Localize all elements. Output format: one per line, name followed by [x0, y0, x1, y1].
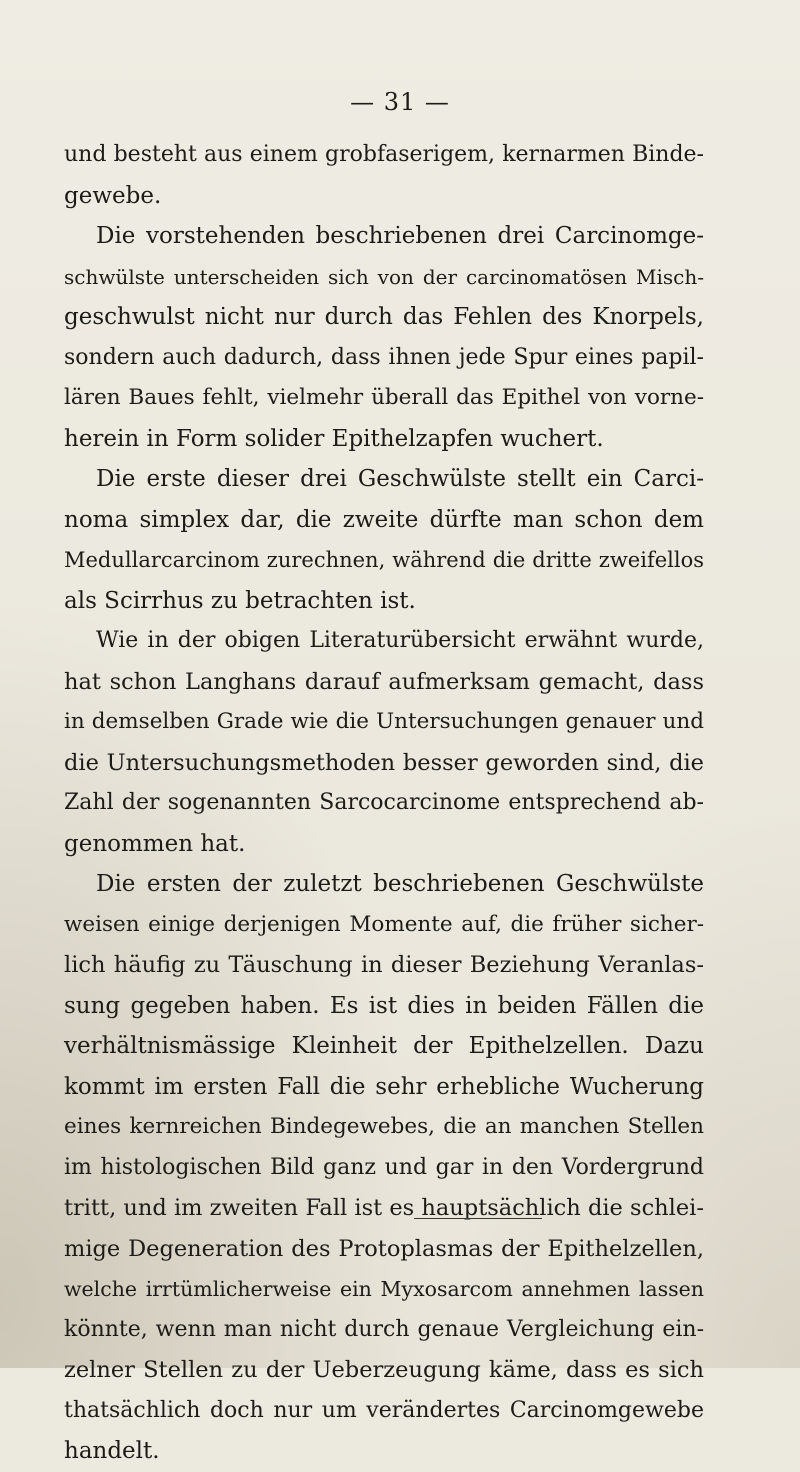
body-text	[64, 135, 704, 1472]
text-line: sung gegeben haben. Es ist dies in beiden Fällen die	[64, 992, 704, 1019]
text-line: genommen hat.	[64, 830, 246, 857]
text-line: schwülste unterscheiden sich von der carcinomatösen Misch-	[64, 264, 704, 289]
text-line: noma simplex dar, die zweite dürfte man schon dem	[64, 506, 704, 533]
text-line: Zahl der sogenannten Sarcocarcinome entsprechend ab-	[64, 790, 704, 815]
text-line: lich häufig zu Täuschung in dieser Beziehung Veranlas-	[64, 952, 704, 978]
text-line: gewebe.	[64, 182, 162, 209]
text-line: geschwulst nicht nur durch das Fehlen des Knorpels,	[64, 304, 704, 330]
text-line: herein in Form solider Epithelzapfen wuchert.	[64, 425, 604, 452]
text-line: Die erste dieser drei Geschwülste stellt ein Carci-	[96, 466, 704, 492]
text-line: thatsächlich doch nur um verändertes Carcinomgewebe	[64, 1397, 704, 1423]
footer-rule	[414, 1218, 542, 1219]
text-line: lären Baues fehlt, vielmehr überall das Epithel von vorne-	[64, 385, 704, 410]
text-line: und besteht aus einem grobfaserigem, kernarmen Binde-	[64, 142, 704, 167]
text-line: Wie in der obigen Literaturübersicht erwähnt wurde,	[96, 628, 704, 653]
text-line: Die ersten der zuletzt beschriebenen Geschwülste	[96, 871, 704, 897]
text-line: im histologischen Bild ganz und gar in den Vordergrund	[64, 1154, 704, 1180]
text-line: verhältnismässige Kleinheit der Epithelzellen. Dazu	[64, 1033, 704, 1059]
text-line: als Scirrhus zu betrachten ist.	[64, 587, 416, 614]
text-line: eines kernreichen Bindegewebes, die an manchen Stellen	[64, 1114, 704, 1139]
text-line: könnte, wenn man nicht durch genaue Vergleichung ein-	[64, 1316, 704, 1342]
text-line: mige Degeneration des Protoplasmas der Epithelzellen,	[64, 1235, 704, 1262]
text-line: Medullarcarcinom zurechnen, während die dritte zweifellos	[64, 548, 704, 572]
text-line: hat schon Langhans darauf aufmerksam gemacht, dass	[64, 668, 704, 695]
text-line: Die vorstehenden beschriebenen drei Carcinomge-	[96, 223, 704, 249]
text-line: in demselben Grade wie die Untersuchungen genauer und	[64, 709, 704, 734]
text-line: welche irrtümlicherweise ein Myxosarcom annehmen lassen	[64, 1277, 704, 1301]
text-line: tritt, und im zweiten Fall ist es hauptsächlich die schlei-	[64, 1195, 704, 1221]
text-line: weisen einige derjenigen Momente auf, die früher sicher-	[64, 911, 704, 937]
text-line: kommt im ersten Fall die sehr erhebliche Wucherung	[64, 1073, 704, 1100]
text-line: die Untersuchungsmethoden besser geworden sind, die	[64, 749, 704, 776]
text-line: sondern auch dadurch, dass ihnen jede Spur eines papil-	[64, 344, 704, 370]
text-line: handelt.	[64, 1438, 160, 1464]
page-number: — 31 —	[350, 88, 450, 116]
text-line: zelner Stellen zu der Ueberzeugung käme, dass es sich	[64, 1357, 704, 1383]
